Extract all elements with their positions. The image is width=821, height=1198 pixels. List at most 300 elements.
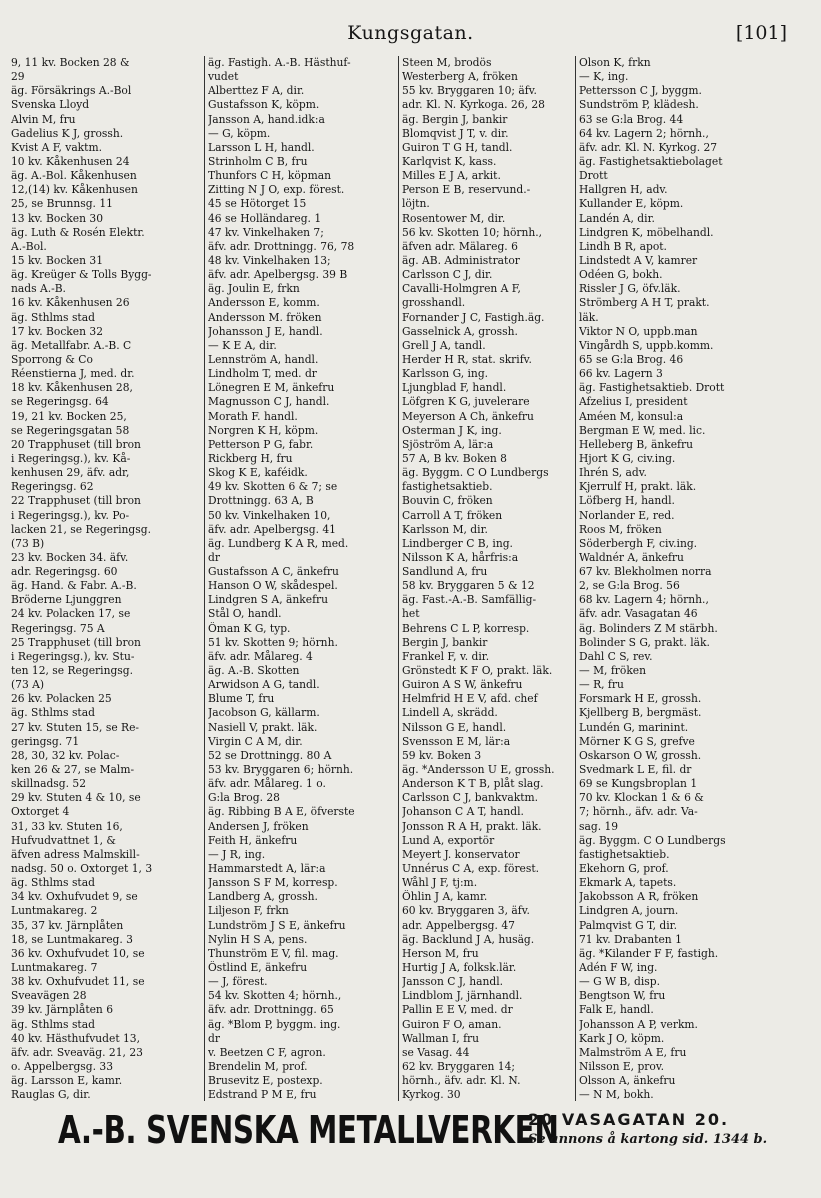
directory-entry: 34 kv. Oxhufvudet 9, se	[11, 890, 138, 904]
directory-entry: äg. Sthlms stad	[11, 1017, 95, 1031]
directory-entry: Fornander J C, Fastigh.äg.	[402, 310, 545, 324]
directory-entry: Guiron A S W, änkefru	[402, 678, 523, 692]
directory-entry: Hjort K G, civ.ing.	[579, 451, 676, 465]
directory-entry: Rosentower M, dir.	[402, 211, 506, 225]
directory-entry: Viktor N O, uppb.man	[579, 324, 698, 338]
directory-entry: Magnusson C J, handl.	[208, 395, 330, 409]
directory-entry: äg. Sthlms stad	[11, 706, 95, 720]
directory-entry: 49 kv. Skotten 6 & 7; se	[208, 480, 338, 494]
directory-entry: äfv. adr. Målareg. 1 o.	[208, 777, 326, 791]
directory-entry: 66 kv. Lagern 3	[579, 367, 663, 381]
directory-entry: 45 se Hötorget 15	[208, 197, 307, 211]
directory-entry: nads A.-B.	[11, 282, 66, 296]
directory-entry: Herson M, fru	[402, 946, 479, 960]
ad-address: 20 VASAGATAN 20.	[528, 1110, 730, 1129]
directory-entry: Svedmark L E, fil. dr	[579, 763, 692, 777]
directory-entry: — N M, bokh.	[579, 1088, 654, 1101]
directory-entry: 69 se Kungsbroplan 1	[579, 777, 698, 791]
directory-entry: 9, 11 kv. Bocken 28 &	[11, 56, 130, 69]
directory-entry: ten 12, se Regeringsg.	[11, 664, 134, 678]
column-2	[204, 56, 394, 1101]
directory-entry: äg. Hand. & Fabr. A.-B.	[11, 579, 137, 593]
directory-entry: Mörner K G S, grefve	[579, 734, 695, 748]
directory-entry: Carroll A T, fröken	[402, 508, 503, 522]
directory-entry: äg. Backlund J A, husäg.	[402, 932, 535, 946]
directory-entry: Landberg A, grossh.	[208, 890, 318, 904]
directory-entry: Löfgren K G, juvelerare	[402, 395, 530, 409]
directory-entry: äg. Ribbing B A E, öfverste	[208, 805, 355, 819]
directory-entry: Söderbergh F, civ.ing.	[579, 536, 698, 550]
directory-entry: Svenska Lloyd	[11, 98, 90, 112]
directory-entry: Bengtson W, fru	[579, 989, 666, 1003]
directory-entry: Frankel F, v. dir.	[402, 649, 490, 663]
directory-entry: 48 kv. Vinkelhaken 13;	[208, 253, 331, 267]
directory-entry: Herder H R, stat. skrifv.	[402, 352, 532, 366]
directory-entry: äg. Larsson E, kamr.	[11, 1074, 123, 1088]
directory-entry: Johanson C A T, handl.	[402, 805, 524, 819]
directory-entry: kenhusen 29, äfv. adr,	[11, 466, 130, 480]
directory-entry: äg. Byggm. C O Lundbergs	[579, 833, 726, 847]
directory-entry: Lindell A, skrädd.	[402, 706, 498, 720]
directory-entry: 52 se Drottningg. 80 A	[208, 748, 332, 762]
directory-entry: Steen M, brodös	[402, 56, 492, 69]
directory-entry: dr	[208, 1031, 220, 1045]
directory-entry: 54 kv. Skotten 4; hörnh.,	[208, 989, 342, 1003]
directory-entry: Ihrén S, adv.	[579, 466, 647, 480]
directory-entry: äg. Sthlms stad	[11, 876, 95, 890]
directory-entry: Ljungblad F, handl.	[402, 381, 507, 395]
directory-entry: 25, se Brunnsg. 11	[11, 197, 113, 211]
directory-entry: äfv. adr. Målareg. 4	[208, 649, 313, 663]
directory-entry: Blomqvist J T, v. dir.	[402, 126, 509, 140]
directory-entry: Hammarstedt A, lär:a	[208, 862, 326, 876]
directory-entry: Cavalli-Holmgren A F,	[402, 282, 521, 296]
directory-entry: 58 kv. Bryggaren 5 & 12	[402, 579, 535, 593]
ad-brand: A.-B. SVENSKA METALLVERKEN	[58, 1108, 559, 1152]
directory-entry: Dahl C S, rev.	[579, 649, 653, 663]
directory-entry: — G, köpm.	[208, 126, 271, 140]
directory-entry: Skog K E, kaféidk.	[208, 466, 308, 480]
directory-entry: lacken 21, se Regeringsg.	[11, 522, 151, 536]
directory-entry: Feith H, änkefru	[208, 833, 298, 847]
directory-entry: Pallin E E V, med. dr	[402, 1003, 513, 1017]
directory-entry: äg. *Andersson U E, grossh.	[402, 763, 555, 777]
directory-entry: hörnh., äfv. adr. Kl. N.	[402, 1074, 521, 1088]
directory-entry: ken 26 & 27, se Malm-	[11, 763, 135, 777]
directory-entry: i Regeringsg.), kv. Po-	[11, 508, 130, 522]
directory-entry: Brusevitz E, postexp.	[208, 1074, 323, 1088]
directory-entry: Svensson E M, lär:a	[402, 734, 511, 748]
directory-entry: Falk E, handl.	[579, 1003, 654, 1017]
directory-entry: Améen M, konsul:a	[579, 409, 684, 423]
directory-entry: äg. Byggm. C O Lundbergs	[402, 466, 549, 480]
directory-entry: Kullander E, köpm.	[579, 197, 684, 211]
directory-entry: Olsson A, änkefru	[579, 1074, 676, 1088]
directory-entry: Regeringsg. 75 A	[11, 621, 105, 635]
directory-entry: 60 kv. Bryggaren 3, äfv.	[402, 904, 530, 918]
directory-entry: Jonsson R A H, prakt. läk.	[402, 819, 542, 833]
directory-entry: 67 kv. Blekholmen norra	[579, 565, 712, 579]
directory-entry: 36 kv. Oxhufvudet 10, se	[11, 946, 145, 960]
directory-entry: Roos M, fröken	[579, 522, 662, 536]
directory-entry: 23 kv. Bocken 34. äfv.	[11, 550, 129, 564]
directory-entry: A.-Bol.	[11, 239, 47, 253]
directory-entry: Behrens C L P, korresp.	[402, 621, 530, 635]
directory-entry: 29	[11, 70, 25, 84]
directory-entry: Lundström J S E, änkefru	[208, 918, 346, 932]
directory-entry: Gasselnick A, grossh.	[402, 324, 518, 338]
directory-entry: Andersson E, komm.	[208, 296, 320, 310]
directory-entry: sag. 19	[579, 819, 619, 833]
directory-entry: Öman K G, typ.	[208, 621, 291, 635]
directory-entry: Stål O, handl.	[208, 607, 282, 621]
directory-entry: Rickberg H, fru	[208, 451, 293, 465]
directory-entry: Wåhl J F, tj:m.	[402, 876, 478, 890]
directory-entry: Sundström P, klädesh.	[579, 98, 699, 112]
directory-entry: 55 kv. Bryggaren 10; äfv.	[402, 84, 537, 98]
directory-entry: äfven adr. Mälareg. 6	[402, 239, 518, 253]
directory-entry: het	[402, 607, 420, 621]
directory-entry: v. Beetzen C F, agron.	[208, 1045, 326, 1059]
directory-entry: Johansson A P, verkm.	[579, 1017, 698, 1031]
directory-entry: 63 se G:la Brog. 44	[579, 112, 684, 126]
directory-entry: äg. Fastighetsaktieb. Drott	[579, 381, 725, 395]
directory-entry: Lindgren A, journ.	[579, 904, 679, 918]
directory-entry: Nilsson E, prov.	[579, 1059, 665, 1073]
directory-entry: Johansson J E, handl.	[208, 324, 323, 338]
directory-entry: Bolinder S G, prakt. läk.	[579, 635, 710, 649]
directory-entry: 13 kv. Bocken 30	[11, 211, 103, 225]
directory-entry: Alvin M, fru	[11, 112, 76, 126]
directory-entry: äfv. adr. Apelbergsg. 41	[208, 522, 336, 536]
directory-entry: Jansson C J, handl.	[402, 975, 504, 989]
directory-entry: Meyert J. konservator	[402, 847, 520, 861]
directory-entry: 38 kv. Oxhufvudet 11, se	[11, 975, 145, 989]
directory-entry: adr. Regeringsg. 60	[11, 565, 118, 579]
directory-entry: Ekmark A, tapets.	[579, 876, 677, 890]
directory-entry: Gustafsson K, köpm.	[208, 98, 320, 112]
directory-entry: äfv. adr. Drottningg. 76, 78	[208, 239, 355, 253]
directory-entry: Luntmakareg. 7	[11, 961, 98, 974]
directory-entry: 2, se G:la Brog. 56	[579, 579, 680, 593]
directory-entry: Blume T, fru	[208, 692, 275, 706]
directory-entry: Pettersson C J, byggm.	[579, 84, 702, 98]
directory-entry: Kvist A F, vaktm.	[11, 140, 102, 154]
directory-entry: Petterson P G, fabr.	[208, 437, 314, 451]
directory-entry: 56 kv. Skotten 10; hörnh.,	[402, 225, 543, 239]
directory-entry: äg. Joulin E, frkn	[208, 282, 300, 296]
directory-columns	[11, 56, 811, 1101]
directory-entry: vudet	[208, 70, 239, 84]
directory-entry: 22 Trapphuset (till bron	[11, 494, 141, 508]
directory-entry: Liljeson F, frkn	[208, 904, 289, 918]
directory-entry: — R, fru	[579, 678, 624, 692]
directory-entry: Alberttez F A, dir.	[208, 84, 305, 98]
directory-entry: 15 kv. Bocken 31	[11, 253, 103, 267]
directory-entry: Anderson K T B, plåt slag.	[402, 777, 544, 791]
column-3	[398, 56, 574, 1101]
advertisement	[58, 1108, 778, 1158]
directory-entry: 59 kv. Boken 3	[402, 748, 482, 762]
directory-entry: fastighetsaktieb.	[579, 847, 670, 861]
directory-entry: Lönegren E M, änkefru	[208, 381, 335, 395]
column-1	[11, 56, 201, 1101]
directory-entry: Hurtig J A, folksk.lär.	[402, 961, 517, 974]
directory-entry: 28, 30, 32 kv. Polac-	[11, 748, 120, 762]
directory-entry: Jakobsson A R, fröken	[579, 890, 699, 904]
directory-entry: Hanson O W, skådespel.	[208, 579, 338, 593]
directory-entry: löjtn.	[402, 197, 430, 211]
directory-entry: Karlsson M, dir.	[402, 522, 488, 536]
directory-entry: Lindberger C B, ing.	[402, 536, 513, 550]
directory-entry: 39 kv. Järnplåten 6	[11, 1003, 114, 1017]
directory-entry: Grönstedt K F O, prakt. läk.	[402, 664, 553, 678]
directory-entry: 62 kv. Bryggaren 14;	[402, 1059, 516, 1073]
directory-entry: äg. Kreüger & Tolls Bygg-	[11, 268, 152, 282]
directory-entry: 71 kv. Drabanten 1	[579, 932, 682, 946]
directory-entry: Wallman I, fru	[402, 1031, 480, 1045]
directory-entry: äg. Bolinders Z M stärbh.	[579, 621, 718, 635]
directory-entry: äg. AB. Administrator	[402, 253, 520, 267]
directory-entry: Arwidson A G, tandl.	[208, 678, 320, 692]
directory-entry: Nilsson G E, handl.	[402, 720, 507, 734]
directory-entry: äg. Lundberg K A R, med.	[208, 536, 349, 550]
directory-entry: Drottningg. 63 A, B	[208, 494, 314, 508]
page-header	[0, 22, 821, 54]
directory-entry: äg. Bergin J, bankir	[402, 112, 508, 126]
directory-entry: — M, fröken	[579, 664, 647, 678]
directory-entry: Unnérus C A, exp. förest.	[402, 862, 540, 876]
directory-entry: Karlsson G, ing.	[402, 367, 489, 381]
directory-entry: 17 kv. Bocken 32	[11, 324, 103, 338]
directory-entry: Norgren K H, köpm.	[208, 423, 319, 437]
directory-entry: 57 A, B kv. Boken 8	[402, 451, 507, 465]
directory-entry: äfv. adr. Apelbergsg. 39 B	[208, 268, 348, 282]
directory-entry: grosshandl.	[402, 296, 466, 310]
directory-entry: Lundén G, marinint.	[579, 720, 689, 734]
directory-entry: Lindblom J, järnhandl.	[402, 989, 523, 1003]
directory-entry: i Regeringsg.), kv. Stu-	[11, 649, 135, 663]
directory-entry: Oskarson O W, grossh.	[579, 748, 702, 762]
directory-entry: adr. Appelbergsg. 47	[402, 918, 515, 932]
directory-entry: Malmström A E, fru	[579, 1045, 687, 1059]
directory-entry: 26 kv. Polacken 25	[11, 692, 112, 706]
directory-entry: Sandlund A, fru	[402, 565, 488, 579]
directory-entry: Edstrand P M E, fru	[208, 1088, 317, 1101]
directory-entry: äg. *Kilander F F, fastigh.	[579, 946, 719, 960]
directory-entry: Östlind E, änkefru	[208, 961, 308, 974]
directory-entry: äg. Sthlms stad	[11, 310, 95, 324]
directory-entry: 64 kv. Lagern 2; hörnh.,	[579, 126, 709, 140]
directory-entry: äg. Fast.-A.-B. Samfällig-	[402, 593, 537, 607]
directory-entry: 40 kv. Hästhufvudet 13,	[11, 1031, 141, 1045]
directory-entry: Ekehorn G, prof.	[579, 862, 669, 876]
directory-entry: 70 kv. Klockan 1 & 6 &	[579, 791, 704, 805]
directory-entry: Oxtorget 4	[11, 805, 70, 819]
directory-entry: 47 kv. Vinkelhaken 7;	[208, 225, 324, 239]
directory-entry: Sveavägen 28	[11, 989, 87, 1003]
directory-entry: Andersen J, fröken	[208, 819, 309, 833]
directory-entry: 20 Trapphuset (till bron	[11, 437, 141, 451]
directory-entry: Morath F. handl.	[208, 409, 298, 423]
directory-entry: Bouvin C, fröken	[402, 494, 493, 508]
directory-entry: Jansson S F M, korresp.	[208, 876, 338, 890]
directory-entry: Waldnér A, änkefru	[579, 550, 684, 564]
directory-entry: Carlsson C J, bankvaktm.	[402, 791, 539, 805]
directory-entry: Virgin C A M, dir.	[208, 734, 303, 748]
directory-entry: 24 kv. Polacken 17, se	[11, 607, 131, 621]
directory-entry: Lindstedt A V, kamrer	[579, 253, 698, 267]
directory-entry: äg. Försäkrings A.-Bol	[11, 84, 132, 98]
directory-entry: Kyrkog. 30	[402, 1088, 461, 1101]
directory-entry: dr	[208, 550, 220, 564]
directory-entry: äg. A.-Bol. Kåkenhusen	[11, 169, 137, 183]
directory-entry: äfv. adr. Drottningg. 65	[208, 1003, 334, 1017]
directory-entry: Person E B, reservund.-	[402, 183, 531, 197]
directory-entry: Landén A, dir.	[579, 211, 655, 225]
directory-entry: Olson K, frkn	[579, 56, 651, 69]
directory-entry: 29 kv. Stuten 4 & 10, se	[11, 791, 141, 805]
directory-entry: Kjerrulf H, prakt. läk.	[579, 480, 697, 494]
directory-entry: Helmfrid H E V, afd. chef	[402, 692, 538, 706]
directory-entry: Afzelius I, president	[579, 395, 688, 409]
directory-entry: 18 kv. Kåkenhusen 28,	[11, 381, 133, 395]
directory-entry: Adén F W, ing.	[579, 961, 658, 974]
directory-entry: Odéen G, bokh.	[579, 268, 663, 282]
directory-entry: Lindgren S A, änkefru	[208, 593, 329, 607]
directory-entry: Grell J A, tandl.	[402, 338, 486, 352]
directory-entry: Nasiell V, prakt. läk.	[208, 720, 318, 734]
directory-entry: Bergman E W, med. lic.	[579, 423, 706, 437]
directory-entry: äg. Luth & Rosén Elektr.	[11, 225, 145, 239]
directory-entry: Sporrong & Co	[11, 352, 93, 366]
directory-entry: se Vasag. 44	[402, 1045, 470, 1059]
directory-entry: Lund A, exportör	[402, 833, 495, 847]
directory-entry: (73 B)	[11, 536, 45, 550]
directory-entry: Löfberg H, handl.	[579, 494, 675, 508]
directory-entry: äfv. adr. Vasagatan 46	[579, 607, 698, 621]
directory-entry: läk.	[579, 310, 599, 324]
directory-entry: 10 kv. Kåkenhusen 24	[11, 154, 130, 168]
directory-entry: äg. Fastigh. A.-B. Hästhuf-	[208, 56, 351, 69]
directory-entry: — K E A, dir.	[208, 338, 277, 352]
directory-entry: Brendelin M, prof.	[208, 1059, 308, 1073]
directory-entry: Gustafsson A C, änkefru	[208, 565, 339, 579]
directory-entry: nadsg. 50 o. Oxtorget 1, 3	[11, 862, 153, 876]
page-title: Kungsgatan.	[347, 22, 474, 44]
directory-entry: geringsg. 71	[11, 734, 80, 748]
directory-entry: Sjöström A, lär:a	[402, 437, 494, 451]
directory-entry: Kjellberg B, bergmäst.	[579, 706, 702, 720]
page-number: [101]	[735, 22, 787, 44]
directory-entry: 7; hörnh., äfv. adr. Va-	[579, 805, 698, 819]
directory-entry: Forsmark H E, grossh.	[579, 692, 702, 706]
directory-entry: Bröderne Ljunggren	[11, 593, 122, 607]
directory-entry: Lindgren K, möbelhandl.	[579, 225, 714, 239]
directory-entry: Vingårdh S, uppb.komm.	[579, 338, 714, 352]
directory-entry: Regeringsg. 62	[11, 480, 94, 494]
directory-entry: Hufvudvattnet 1, &	[11, 833, 116, 847]
directory-entry: Norlander E, red.	[579, 508, 675, 522]
directory-entry: 35, 37 kv. Järnplåten	[11, 918, 124, 932]
directory-entry: 18, se Luntmakareg. 3	[11, 932, 133, 946]
directory-entry: 16 kv. Kåkenhusen 26	[11, 296, 130, 310]
directory-entry: 65 se G:la Brog. 46	[579, 352, 684, 366]
directory-entry: Kark J O, köpm.	[579, 1031, 665, 1045]
directory-entry: Helleberg B, änkefru	[579, 437, 693, 451]
directory-entry: Strinholm C B, fru	[208, 154, 308, 168]
directory-entry: Gadelius K J, grossh.	[11, 126, 124, 140]
directory-entry: Jacobson G, källarm.	[208, 706, 320, 720]
directory-entry: äfven adress Malmskill-	[11, 847, 140, 861]
directory-entry: Palmqvist G T, dir.	[579, 918, 677, 932]
directory-entry: — J, förest.	[208, 975, 268, 989]
directory-entry: Nilsson K A, hårfris:a	[402, 550, 519, 564]
directory-entry: äg. Metallfabr. A.-B. C	[11, 338, 132, 352]
directory-entry: Westerberg A, fröken	[402, 70, 518, 84]
directory-entry: se Regeringsg. 64	[11, 395, 109, 409]
directory-entry: o. Appelbergsg. 33	[11, 1059, 114, 1073]
directory-entry: Thunström E V, fil. mag.	[208, 946, 339, 960]
directory-entry: 46 se Holländareg. 1	[208, 211, 322, 225]
directory-entry: 68 kv. Lagern 4; hörnh.,	[579, 593, 709, 607]
directory-entry: Réenstierna J, med. dr.	[11, 367, 135, 381]
directory-entry: Lindholm T, med. dr	[208, 367, 317, 381]
directory-entry: 25 Trapphuset (till bron	[11, 635, 141, 649]
directory-entry: Carlsson C J, dir.	[402, 268, 493, 282]
directory-entry: (73 A)	[11, 678, 45, 692]
directory-entry: äg. Fastighetsaktiebolaget	[579, 154, 723, 168]
directory-entry: Strömberg A H T, prakt.	[579, 296, 710, 310]
directory-entry: Rauglas G, dir.	[11, 1088, 91, 1101]
directory-entry: Zitting N J O, exp. förest.	[208, 183, 345, 197]
directory-entry: se Regeringsgatan 58	[11, 423, 130, 437]
directory-entry: äfv. adr. Kl. N. Kyrkog. 27	[579, 140, 718, 154]
directory-entry: Milles E J A, arkit.	[402, 169, 501, 183]
directory-entry: i Regeringsg.), kv. Kå-	[11, 451, 131, 465]
directory-entry: — J R, ing.	[208, 847, 266, 861]
directory-entry: 12,(14) kv. Kåkenhusen	[11, 183, 138, 197]
directory-entry: adr. Kl. N. Kyrkoga. 26, 28	[402, 98, 545, 112]
directory-entry: Thunfors C H, köpman	[208, 169, 331, 183]
directory-entry: 19, 21 kv. Bocken 25,	[11, 409, 127, 423]
directory-entry: 53 kv. Bryggaren 6; hörnh.	[208, 763, 354, 777]
directory-entry: Meyerson A Ch, änkefru	[402, 409, 534, 423]
directory-entry: Osterman J K, ing.	[402, 423, 502, 437]
directory-entry: Rissler J G, öfv.läk.	[579, 282, 681, 296]
directory-entry: äg. A.-B. Skotten	[208, 664, 300, 678]
directory-entry: 27 kv. Stuten 15, se Re-	[11, 720, 140, 734]
directory-entry: Andersson M. fröken	[208, 310, 322, 324]
directory-entry: Bergin J, bankir	[402, 635, 488, 649]
directory-entry: äfv. adr. Sveaväg. 21, 23	[11, 1045, 143, 1059]
directory-entry: Drott	[579, 169, 608, 183]
directory-entry: äg. *Blom P, byggm. ing.	[208, 1017, 341, 1031]
directory-entry: Jansson A, hand.idk:a	[208, 112, 325, 126]
directory-entry: Lindh B R, apot.	[579, 239, 667, 253]
ad-map-reference: Se annons å kartong sid. 1344 b.	[528, 1132, 768, 1147]
directory-entry: Öhlin J A, kamr.	[402, 890, 488, 904]
directory-entry: Larsson L H, handl.	[208, 140, 315, 154]
directory-entry: — K, ing.	[579, 70, 629, 84]
directory-entry: Lennström A, handl.	[208, 352, 319, 366]
directory-entry: Karlqvist K, kass.	[402, 154, 497, 168]
directory-entry: Guiron T G H, tandl.	[402, 140, 513, 154]
directory-entry: Luntmakareg. 2	[11, 904, 98, 918]
directory-entry: fastighetsaktieb.	[402, 480, 493, 494]
directory-entry: 31, 33 kv. Stuten 16,	[11, 819, 123, 833]
directory-entry: skillnadsg. 52	[11, 777, 87, 791]
